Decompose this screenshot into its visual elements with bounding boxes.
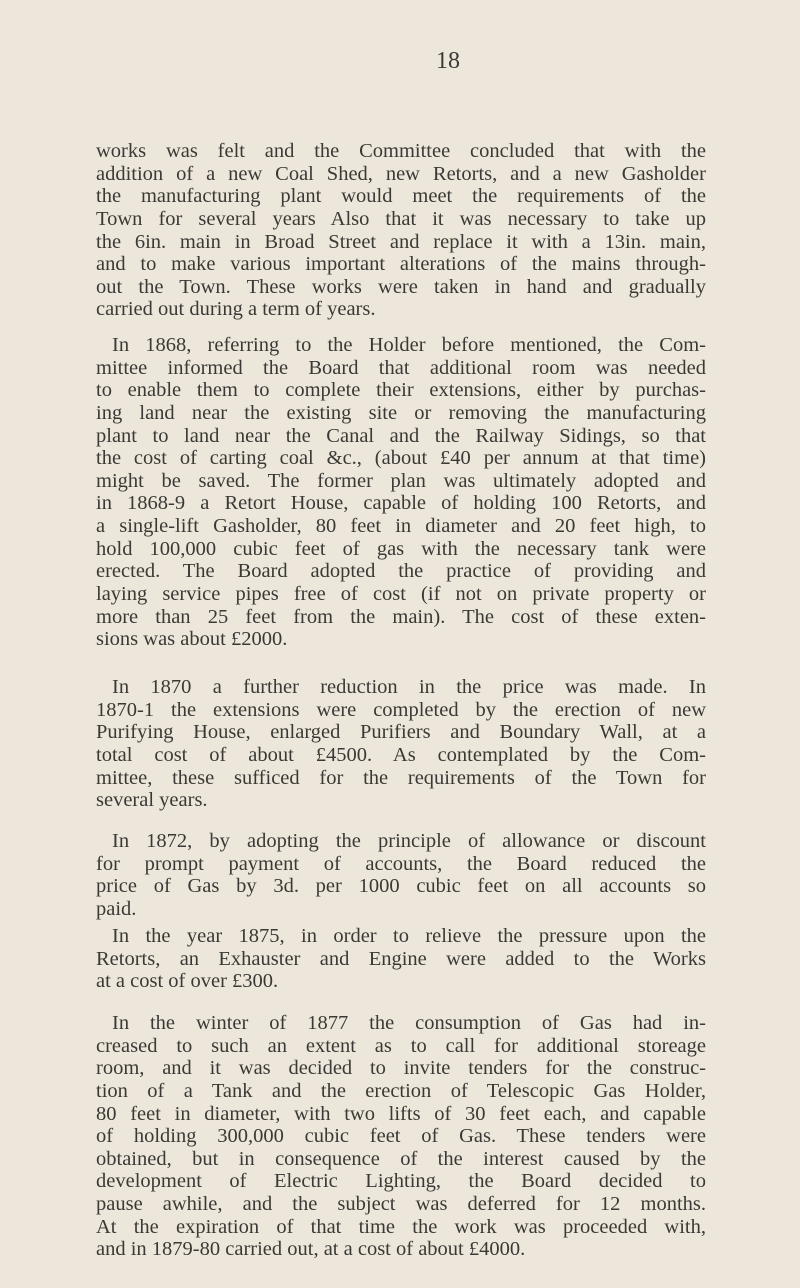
text-line: In 1868, referring to the Holder before mentioned, the Com- xyxy=(112,334,706,356)
text-line: tion of a Tank and the erection of Telescopic Gas Holder, xyxy=(96,1079,706,1102)
page-number: 18 xyxy=(436,48,460,74)
paragraph xyxy=(96,1012,706,1261)
text-line: of holding 300,000 cubic feet of Gas. These tenders were xyxy=(96,1125,706,1148)
text-line: obtained, but in consequence of the interest caused by the xyxy=(96,1147,706,1170)
paragraph xyxy=(96,925,706,993)
text-line: In the year 1875, in order to relieve the pressure upon the xyxy=(112,925,706,947)
paragraph xyxy=(96,830,706,921)
text-line: at a cost of over £300. xyxy=(96,970,279,993)
text-line: out the Town. These works were taken in hand and gradually xyxy=(96,275,706,298)
text-line: 1870-1 the extensions were completed by the erection of new xyxy=(96,698,706,721)
text-line: addition of a new Coal Shed, new Retorts, and a new Gasholder xyxy=(96,162,706,185)
paragraph xyxy=(96,334,706,651)
text-line: the cost of carting coal &c., (about £40 per annum at that time) xyxy=(96,447,706,470)
text-line: and in 1879-80 carried out, at a cost of about £4000. xyxy=(96,1238,526,1261)
text-line: Town for several years Also that it was necessary to take up xyxy=(96,207,706,230)
text-line: might be saved. The former plan was ultimately adopted and xyxy=(96,469,706,492)
text-line: more than 25 feet from the main). The cost of these exten- xyxy=(96,605,706,628)
text-line: room, and it was decided to invite tenders for the construc- xyxy=(96,1057,706,1080)
text-line: in 1868-9 a Retort House, capable of holding 100 Retorts, and xyxy=(96,492,706,515)
text-line: price of Gas by 3d. per 1000 cubic feet on all accounts so xyxy=(96,875,706,898)
text-line: mittee informed the Board that additional room was needed xyxy=(96,356,706,379)
text-line: the manufacturing plant would meet the requirements of the xyxy=(96,185,706,208)
text-line: several years. xyxy=(96,789,208,812)
text-line: Purifying House, enlarged Purifiers and Boundary Wall, at a xyxy=(96,721,706,744)
text-line: 80 feet in diameter, with two lifts of 30 feet each, and capable xyxy=(96,1102,706,1125)
text-line: creased to such an extent as to call for additional storeage xyxy=(96,1034,706,1057)
text-line: pause awhile, and the subject was deferred for 12 months. xyxy=(96,1193,706,1216)
text-line: development of Electric Lighting, the Board decided to xyxy=(96,1170,706,1193)
text-line: the 6in. main in Broad Street and replace it with a 13in. main, xyxy=(96,230,706,253)
text-line: sions was about £2000. xyxy=(96,628,288,651)
text-line: ing land near the existing site or removing the manufacturing xyxy=(96,401,706,424)
text-line: In 1872, by adopting the principle of allowance or discount xyxy=(112,830,706,852)
text-line: to enable them to complete their extensions, either by purchas- xyxy=(96,379,706,402)
text-line: In the winter of 1877 the consumption of Gas had in- xyxy=(112,1012,706,1034)
text-line: hold 100,000 cubic feet of gas with the necessary tank were xyxy=(96,537,706,560)
text-line: for prompt payment of accounts, the Board reduced the xyxy=(96,852,706,875)
text-line: mittee, these sufficed for the requirements of the Town for xyxy=(96,766,706,789)
paragraph xyxy=(96,676,706,812)
text-line: laying service pipes free of cost (if not on private property or xyxy=(96,583,706,606)
text-line: In 1870 a further reduction in the price was made. In xyxy=(112,676,706,698)
paragraph xyxy=(96,140,706,321)
text-line: a single-lift Gasholder, 80 feet in diameter and 20 feet high, to xyxy=(96,515,706,538)
text-line: works was felt and the Committee concluded that with the xyxy=(96,140,706,162)
text-line: At the expiration of that time the work was proceeded with, xyxy=(96,1215,706,1238)
text-line: paid. xyxy=(96,897,137,920)
text-line: total cost of about £4500. As contemplated by the Com- xyxy=(96,743,706,766)
text-line: erected. The Board adopted the practice of providing and xyxy=(96,560,706,583)
text-line: plant to land near the Canal and the Railway Sidings, so that xyxy=(96,424,706,447)
text-line: carried out during a term of years. xyxy=(96,298,376,321)
text-line: and to make various important alterations of the mains through- xyxy=(96,253,706,276)
text-line: Retorts, an Exhauster and Engine were added to the Works xyxy=(96,947,706,970)
